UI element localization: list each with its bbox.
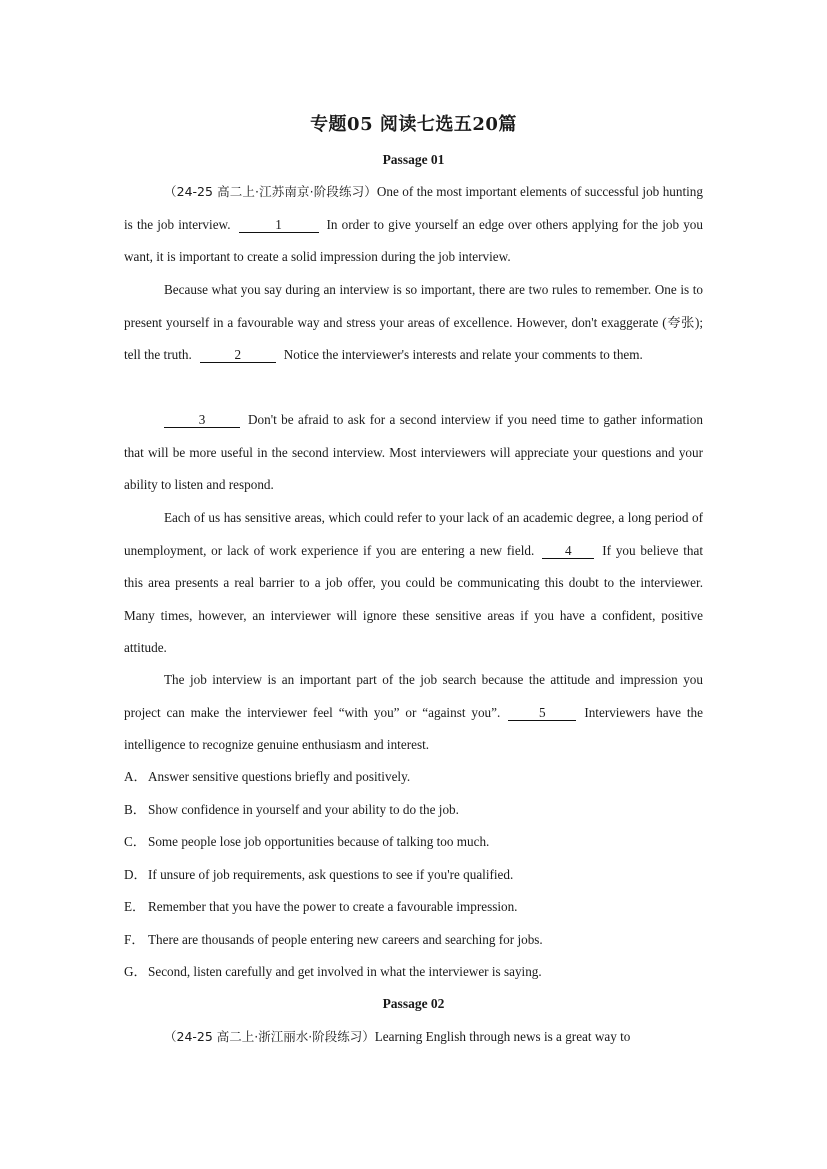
document-title: 专题05 阅读七选五20篇	[310, 114, 517, 135]
option-g	[124, 962, 703, 982]
paragraph-text: Because what you say during an interview is so important, there are two rules to remember. One is to present yourself in a favourable way and stress your areas of excellence. However, don't exaggerate (夸张); tell the truth.	[124, 282, 703, 363]
paragraph-text: Learning English through news is a great way to	[374, 1029, 631, 1044]
option-text: There are thousands of people entering new careers and searching for jobs.	[148, 932, 543, 947]
passage-01-paragraph-4	[124, 502, 703, 665]
passage-01-paragraph-5	[124, 664, 703, 762]
option-text: If unsure of job requirements, ask questions to see if you're qualified.	[148, 867, 514, 882]
passage-02-paragraph-1	[124, 1021, 703, 1054]
paragraph-text: Don't be afraid to ask for a second interview if you need time to gather information that will be more useful in the second interview. Most interviewers will appreciate your questions and your ability to listen and respond.	[124, 412, 703, 493]
option-letter: B．	[124, 802, 146, 817]
passage-02-heading: Passage 02	[382, 996, 445, 1011]
paragraph-text: The job interview is an important part of the job search because the attitude and impression you project can make the interviewer feel “with you” or “against you”.	[124, 672, 703, 720]
paragraph-text: Notice the interviewer's interests and relate your comments to them.	[283, 347, 643, 363]
option-text: Answer sensitive questions briefly and positively.	[148, 769, 411, 784]
passage-01-heading: Passage 01	[382, 152, 445, 167]
option-letter: G．	[124, 964, 147, 979]
option-letter: F．	[124, 932, 145, 947]
paragraph-text: Interviewers have the intelligence to recognize genuine enthusiasm and interest.	[124, 704, 703, 753]
option-text: Some people lose job opportunities because of talking too much.	[148, 834, 490, 849]
source-note: （24-25 高二上·江苏南京·阶段练习）	[164, 184, 377, 199]
option-text: Show confidence in yourself and your ability to do the job.	[148, 802, 459, 817]
option-letter: E．	[124, 899, 146, 914]
option-a	[124, 767, 703, 787]
option-f	[124, 930, 703, 950]
option-e	[124, 897, 703, 917]
option-letter: D．	[124, 867, 147, 882]
blank-2: 2	[200, 348, 276, 363]
option-letter: C．	[124, 834, 146, 849]
option-d	[124, 865, 703, 885]
option-text: Second, listen carefully and get involved in what the interviewer is saying.	[148, 964, 542, 979]
paragraph-text: Each of us has sensitive areas, which could refer to your lack of an academic degree, a long period of unemployment, or lack of work experience if you are entering a new field.	[124, 510, 703, 558]
source-note: （24-25 高二上·浙江丽水·阶段练习）	[164, 1029, 375, 1044]
option-b	[124, 800, 703, 820]
blank-5: 5	[508, 706, 576, 721]
paragraph-text: One of the most important elements of successful job hunting is the job interview.	[124, 184, 703, 232]
paragraph-text: In order to give yourself an edge over others applying for the job you want, it is important to create a solid impression during the job interview.	[124, 216, 703, 265]
blank-4: 4	[542, 544, 594, 559]
option-letter: A．	[124, 769, 147, 784]
passage-01-paragraph-2	[124, 274, 703, 372]
blank-3: 3	[164, 413, 240, 428]
blank-1: 1	[239, 218, 319, 233]
passage-01-paragraph-3	[124, 404, 703, 502]
option-text: Remember that you have the power to create a favourable impression.	[148, 899, 518, 914]
passage-01-paragraph-1	[124, 176, 703, 274]
paragraph-text: If you believe that this area presents a real barrier to a job offer, you could be communicating this doubt to the interviewer. Many times, however, an interviewer will ignore these sensitive areas if you have a confident, positive attitude.	[124, 542, 703, 656]
option-c	[124, 832, 703, 852]
